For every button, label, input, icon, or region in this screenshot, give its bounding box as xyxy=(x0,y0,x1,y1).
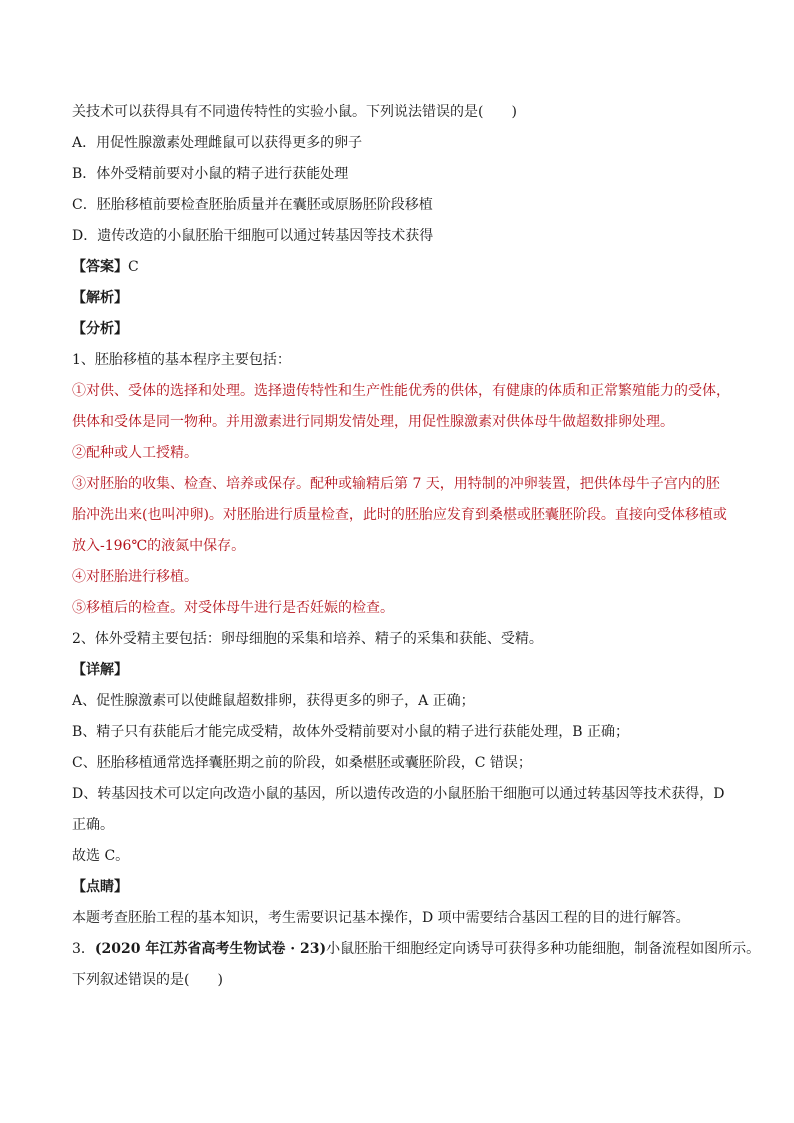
question-3 xyxy=(72,937,761,968)
analysis-step-line: ④对胚胎进行移植。 xyxy=(72,569,198,585)
detail-line: A、促性腺激素可以使雌鼠超数排卵，获得更多的卵子，A 正确； xyxy=(72,693,475,709)
analysis-step-line: 放入-196℃的液氮中保存。 xyxy=(72,538,246,554)
answer-value: C xyxy=(128,259,139,275)
fenxi-label: 【分析】 xyxy=(72,321,128,337)
option-a: A．用促性腺激素处理雌鼠可以获得更多的卵子 xyxy=(72,135,363,151)
jiexi-label: 【解析】 xyxy=(72,290,128,306)
dianjing-label: 【点睛】 xyxy=(72,879,128,895)
analysis-step-line: 胎冲洗出来(也叫冲卵)。对胚胎进行质量检查，此时的胚胎应发育到桑椹或胚囊胚阶段。直接向受体移植或 xyxy=(72,507,727,523)
answer-line xyxy=(72,255,724,286)
detail-line: D、转基因技术可以定向改造小鼠的基因，所以遗传改造的小鼠胚胎干细胞可以通过转基因等技术获得，D xyxy=(72,786,725,802)
question-tail: 关技术可以获得具有不同遗传特性的实验小鼠。下列说法错误的是( ) xyxy=(72,104,517,120)
detail-line: C、胚胎移植通常选择囊胚期之前的阶段，如桑椹胚或囊胚阶段，C 错误； xyxy=(72,755,532,771)
analysis-step-line: ②配种或人工授精。 xyxy=(72,445,198,461)
detail-line: 正确。 xyxy=(72,817,114,833)
dianjing-text: 本题考查胚胎工程的基本知识，考生需要识记基本操作，D 项中需要结合基因工程的目的进行解答。 xyxy=(72,910,690,926)
question-3-text: 小鼠胚胎干细胞经定向诱导可获得多种功能细胞，制备流程如图所示。 xyxy=(326,941,761,957)
option-b: B．体外受精前要对小鼠的精子进行获能处理 xyxy=(72,166,349,182)
analysis-step-line: ⑤移植后的检查。对受体母牛进行是否妊娠的检查。 xyxy=(72,600,394,616)
analysis-step-line: 供体和受体是同一物种。并用激素进行同期发情处理，用促性腺激素对供体母牛做超数排卵处理。 xyxy=(72,414,674,430)
xiangjie-label: 【详解】 xyxy=(72,662,128,678)
analysis-1-title: 1、胚胎移植的基本程序主要包括： xyxy=(72,352,291,368)
question-3-source: (2020 年江苏省高考生物试卷 · 23) xyxy=(94,941,327,957)
detail-line: B、精子只有获能后才能完成受精，故体外受精前要对小鼠的精子进行获能处理，B 正确； xyxy=(72,724,630,740)
analysis-2: 2、体外受精主要包括：卵母细胞的采集和培养、精子的采集和获能、受精。 xyxy=(72,631,543,647)
analysis-step-line: ③对胚胎的收集、检查、培养或保存。配种或输精后第 7 天，用特制的冲卵装置，把供体母牛子宫内的胚 xyxy=(72,476,720,492)
analysis-step-line: ①对供、受体的选择和处理。选择遗传特性和生产性能优秀的供体，有健康的体质和正常繁殖能力的受体， xyxy=(72,383,730,399)
question-3-number: 3． xyxy=(72,941,95,957)
option-d: D．遗传改造的小鼠胚胎干细胞可以通过转基因等技术获得 xyxy=(72,228,434,244)
option-c: C．胚胎移植前要检查胚胎质量并在囊胚或原肠胚阶段移植 xyxy=(72,197,433,213)
question-3-text-2: 下列叙述错误的是( ) xyxy=(72,972,223,988)
answer-label: 【答案】 xyxy=(72,259,128,275)
detail-line: 故选 C。 xyxy=(72,848,130,864)
